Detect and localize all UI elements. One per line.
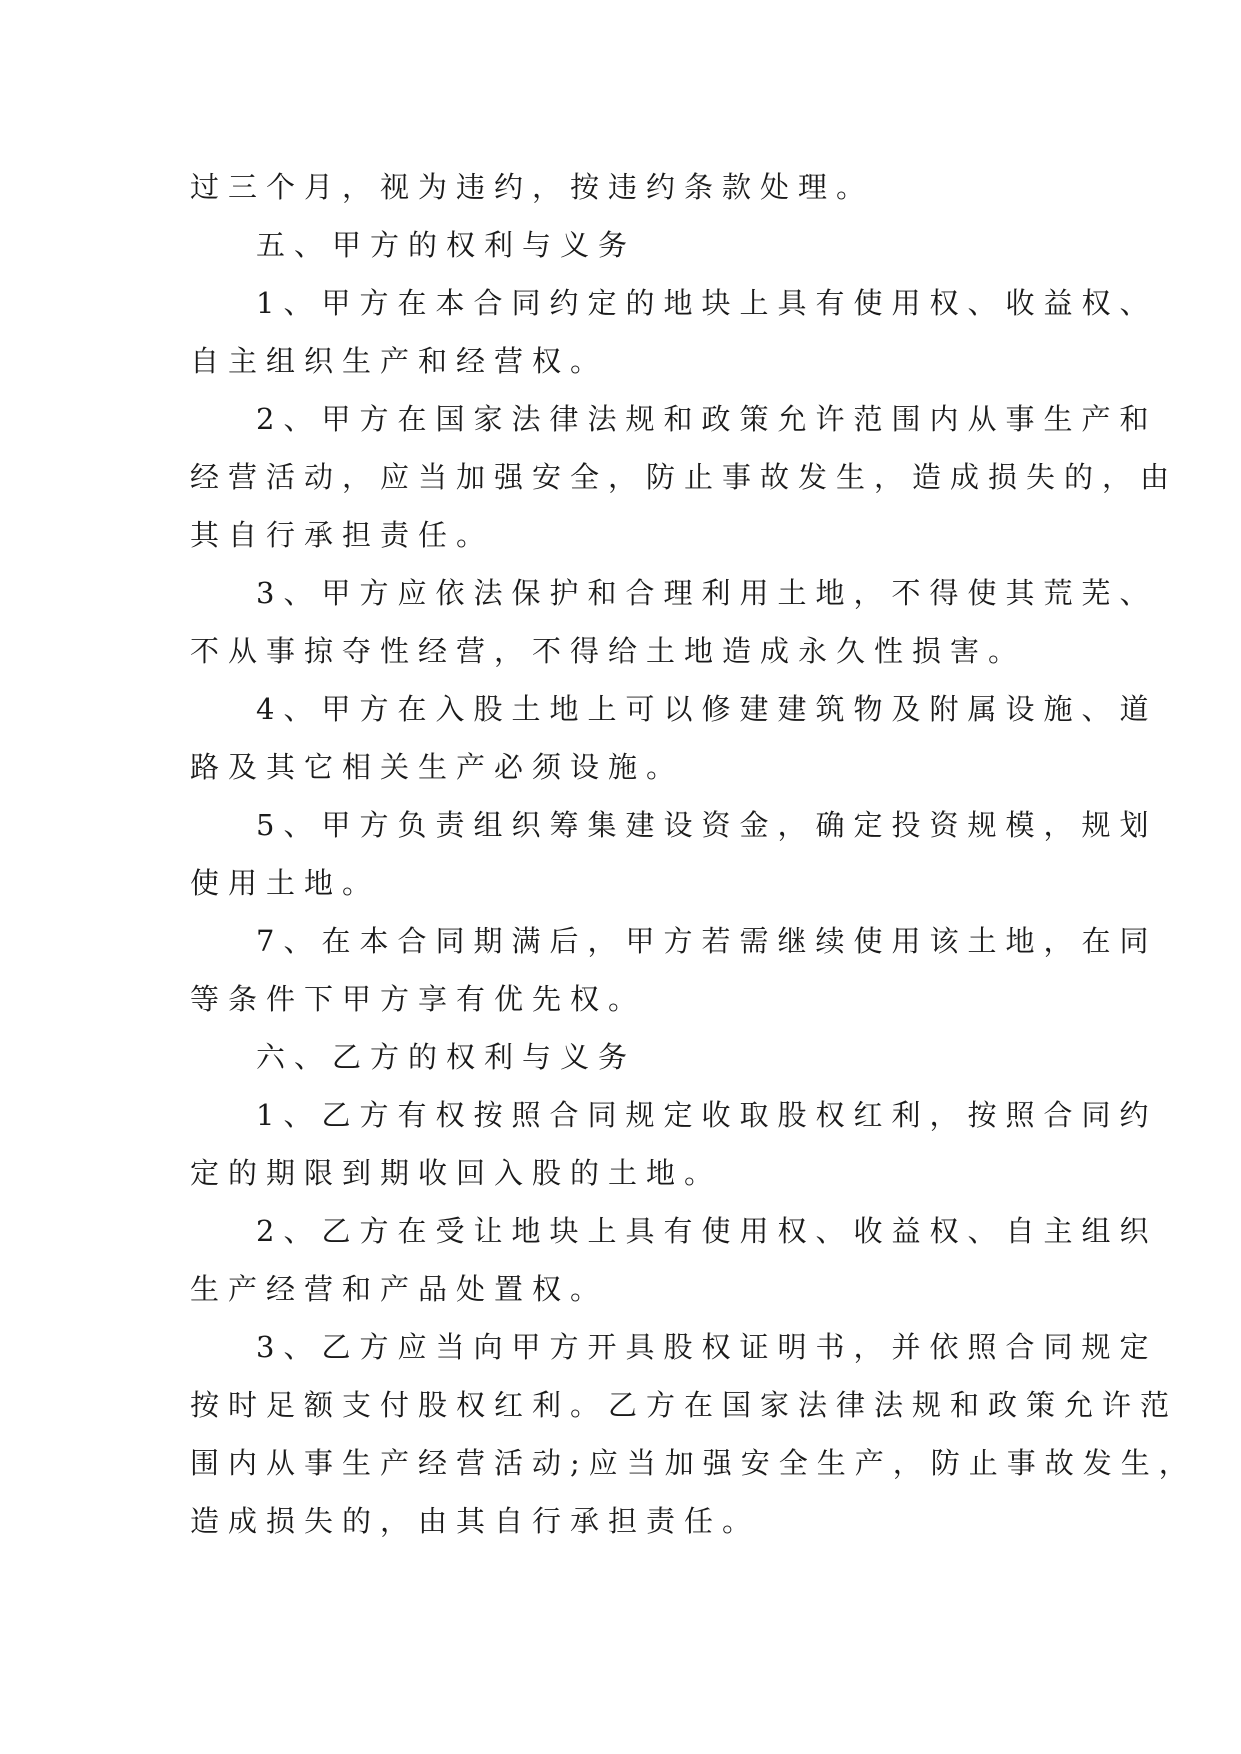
text-line: 1、甲方在本合同约定的地块上具有使用权、收益权、	[256, 286, 1158, 320]
text-line: 其自行承担责任。	[190, 518, 495, 552]
text-line: 使用土地。	[190, 866, 381, 900]
text-line: 生产经营和产品处置权。	[190, 1272, 609, 1306]
section-heading-party-b: 六、乙方的权利与义务	[256, 1040, 637, 1074]
document-body	[190, 158, 1197, 1550]
text-line: 不从事掠夺性经营，不得给土地造成永久性损害。	[190, 634, 1027, 668]
text-line: 按时足额支付股权红利。乙方在国家法律法规和政策允许范	[190, 1388, 1179, 1422]
text-line: 自主组织生产和经营权。	[190, 344, 609, 378]
text-line: 造成损失的，由其自行承担责任。	[190, 1504, 761, 1538]
text-line: 5、甲方负责组织筹集建设资金，确定投资规模，规划	[256, 808, 1158, 842]
text-line: 3、乙方应当向甲方开具股权证明书，并依照合同规定	[256, 1330, 1158, 1364]
text-line: 过三个月，视为违约，按违约条款处理。	[190, 170, 875, 204]
text-line: 7、在本合同期满后，甲方若需继续使用该土地，在同	[256, 924, 1158, 958]
text-line: 围内从事生产经营活动;应当加强安全生产，防止事故发生，	[190, 1446, 1197, 1480]
text-line: 3、甲方应依法保护和合理利用土地，不得使其荒芜、	[256, 576, 1158, 610]
text-line: 1、乙方有权按照合同规定收取股权红利，按照合同约	[256, 1098, 1158, 1132]
text-line: 定的期限到期收回入股的土地。	[190, 1156, 723, 1190]
text-line: 2、乙方在受让地块上具有使用权、收益权、自主组织	[256, 1214, 1158, 1248]
text-line: 等条件下甲方享有优先权。	[190, 982, 647, 1016]
text-line: 2、甲方在国家法律法规和政策允许范围内从事生产和	[256, 402, 1158, 436]
text-line: 路及其它相关生产必须设施。	[190, 750, 685, 784]
text-line: 4、甲方在入股土地上可以修建建筑物及附属设施、道	[256, 692, 1158, 726]
section-heading-party-a: 五、甲方的权利与义务	[256, 228, 637, 262]
text-line: 经营活动，应当加强安全，防止事故发生，造成损失的，由	[190, 460, 1179, 494]
